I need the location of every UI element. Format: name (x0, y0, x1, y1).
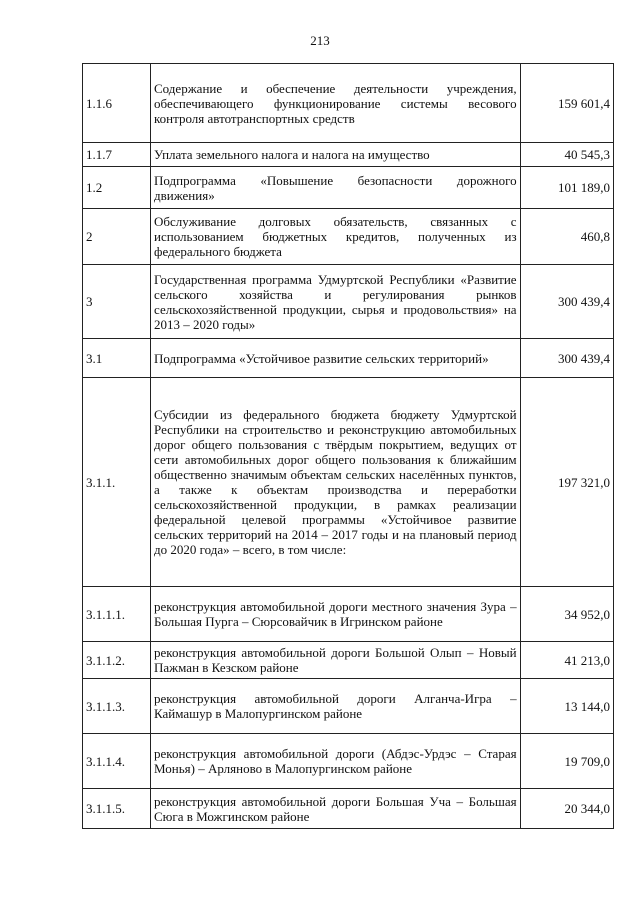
table-row (83, 789, 614, 829)
table-row (83, 64, 614, 143)
row-description: реконструкция автомобильной дороги местного значения Зура – Большая Пурга – Сюрсовайчик в Игринском районе (151, 587, 521, 642)
row-amount: 20 344,0 (520, 789, 613, 829)
row-code: 1.1.6 (83, 64, 151, 143)
row-amount: 40 545,3 (520, 143, 613, 167)
table-row (83, 679, 614, 734)
row-description: реконструкция автомобильной дороги Большой Олып – Новый Пажман в Кезском районе (151, 642, 521, 679)
row-amount: 197 321,0 (520, 378, 613, 587)
table-row (83, 167, 614, 209)
table-row (83, 265, 614, 339)
row-code: 1.2 (83, 167, 151, 209)
row-description: Уплата земельного налога и налога на имущество (151, 143, 521, 167)
row-description: реконструкция автомобильной дороги (Абдэс-Урдэс – Старая Монья) – Арляново в Малопургинском районе (151, 734, 521, 789)
table-row (83, 339, 614, 378)
row-description: Подпрограмма «Устойчивое развитие сельских территорий» (151, 339, 521, 378)
row-code: 3.1.1.5. (83, 789, 151, 829)
table-row (83, 734, 614, 789)
row-amount: 19 709,0 (520, 734, 613, 789)
row-amount: 159 601,4 (520, 64, 613, 143)
row-code: 3.1.1.1. (83, 587, 151, 642)
row-code: 3 (83, 265, 151, 339)
table-row (83, 378, 614, 587)
row-description: Подпрограмма «Повышение безопасности дорожного движения» (151, 167, 521, 209)
table-row (83, 143, 614, 167)
row-amount: 101 189,0 (520, 167, 613, 209)
row-amount: 300 439,4 (520, 265, 613, 339)
row-code: 3.1 (83, 339, 151, 378)
row-description: Обслуживание долговых обязательств, связанных с использованием бюджетных кредитов, полученных из федерального бюджета (151, 209, 521, 265)
page-number: 213 (310, 33, 330, 48)
row-code: 3.1.1.3. (83, 679, 151, 734)
row-description: Государственная программа Удмуртской Республики «Развитие сельского хозяйства и регулирования рынков сельскохозяйственной продукции, сырья и продовольствия» на 2013 – 2020 годы» (151, 265, 521, 339)
row-amount: 13 144,0 (520, 679, 613, 734)
row-description: Субсидии из федерального бюджета бюджету Удмуртской Республики на строительство и реконструкцию автомобильных дорог общего пользования с твёрдым покрытием, ведущих от сети автомобильных дорог общего пользования к ближайшим общественно значимым объектам сельских населённых пунктов, а также к объектам производства и переработки сельскохозяйственной продукции, в рамках реализации федеральной целевой программы «Устойчивое развитие сельских территорий на 2014 – 2017 годы и на плановый период до 2020 года» – всего, в том числе: (151, 378, 521, 587)
row-code: 2 (83, 209, 151, 265)
budget-table (82, 63, 614, 829)
row-code: 3.1.1.4. (83, 734, 151, 789)
row-amount: 34 952,0 (520, 587, 613, 642)
row-amount: 41 213,0 (520, 642, 613, 679)
row-code: 3.1.1. (83, 378, 151, 587)
row-code: 1.1.7 (83, 143, 151, 167)
row-description: реконструкция автомобильной дороги Алганча-Игра – Каймашур в Малопургинском районе (151, 679, 521, 734)
table-row (83, 587, 614, 642)
row-amount: 460,8 (520, 209, 613, 265)
row-code: 3.1.1.2. (83, 642, 151, 679)
row-description: Содержание и обеспечение деятельности учреждения, обеспечивающего функционирование системы весового контроля автотранспортных средств (151, 64, 521, 143)
row-description: реконструкция автомобильной дороги Большая Уча – Большая Сюга в Можгинском районе (151, 789, 521, 829)
row-amount: 300 439,4 (520, 339, 613, 378)
table-row (83, 209, 614, 265)
table-row (83, 642, 614, 679)
